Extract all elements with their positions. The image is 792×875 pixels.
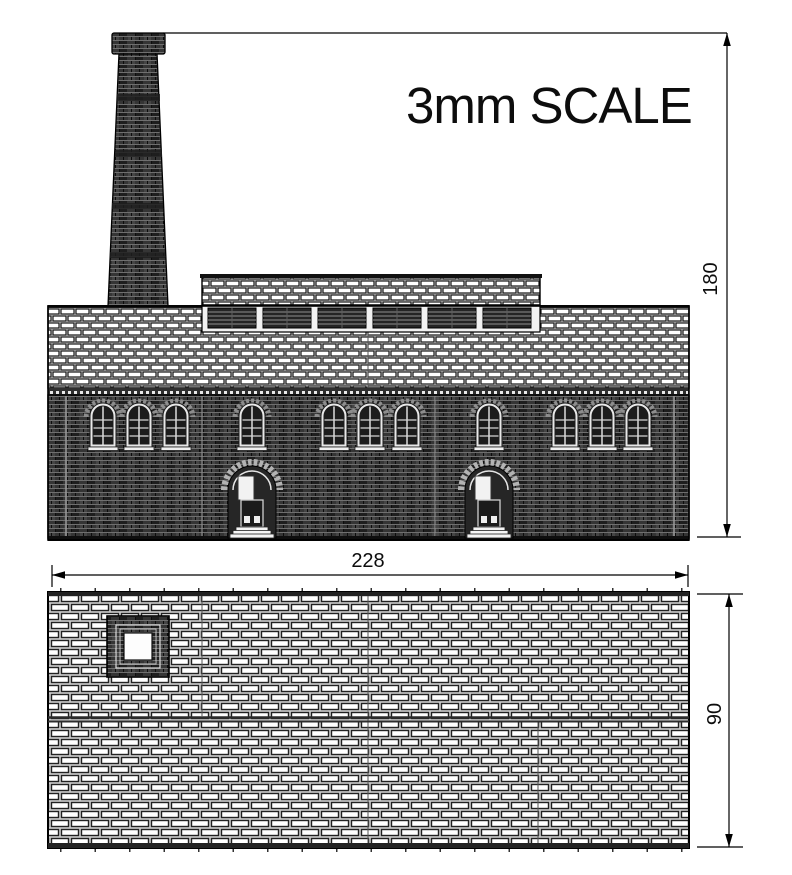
- arched-window: [122, 401, 156, 451]
- dim-arrow-right: [675, 571, 688, 579]
- chimney: [108, 33, 168, 306]
- arched-window: [548, 401, 582, 451]
- arched-window: [353, 401, 387, 451]
- arched-window: [621, 401, 655, 451]
- louver-vent: [373, 308, 421, 328]
- arched-window: [86, 401, 120, 451]
- plan-top-edge: [48, 592, 689, 596]
- dim-arrow-up: [723, 33, 731, 46]
- clerestory-coping: [200, 274, 542, 278]
- chimney-band: [112, 203, 163, 209]
- arched-window: [472, 401, 506, 451]
- chimney-shaft: [108, 53, 168, 306]
- chimney-plan-opening: [107, 616, 169, 677]
- arched-window: [585, 401, 619, 451]
- chimney-band: [110, 252, 165, 258]
- dim-arrow-up: [725, 594, 733, 607]
- clerestory-parapet: [202, 276, 540, 305]
- arched-window: [235, 401, 269, 451]
- louver-vent: [483, 308, 531, 328]
- chimney-cap: [112, 33, 165, 54]
- arched-window: [317, 401, 351, 451]
- depth-dimension-label: 90: [704, 702, 726, 726]
- dim-arrow-left: [52, 571, 65, 579]
- chimney-flue: [124, 633, 152, 660]
- chimney-band: [115, 150, 162, 157]
- dim-arrow-down: [723, 524, 731, 537]
- louver-vent: [263, 308, 311, 328]
- height-dimension-label: 180: [700, 262, 722, 296]
- arched-window: [390, 401, 424, 451]
- dentil-cornice: [48, 388, 689, 395]
- dim-arrow-down: [725, 834, 733, 847]
- clerestory-section: [200, 274, 542, 332]
- plan-view: [48, 590, 689, 851]
- width-dimension-label: 228: [351, 550, 385, 572]
- arched-window: [159, 401, 193, 451]
- scale-label: 3mm SCALE: [406, 77, 692, 134]
- louver-vent: [428, 308, 476, 328]
- window-row: [86, 401, 655, 451]
- louver-vent: [208, 308, 256, 328]
- chimney-band: [117, 94, 160, 101]
- plan-bottom-edge: [48, 843, 689, 848]
- louver-vent: [318, 308, 366, 328]
